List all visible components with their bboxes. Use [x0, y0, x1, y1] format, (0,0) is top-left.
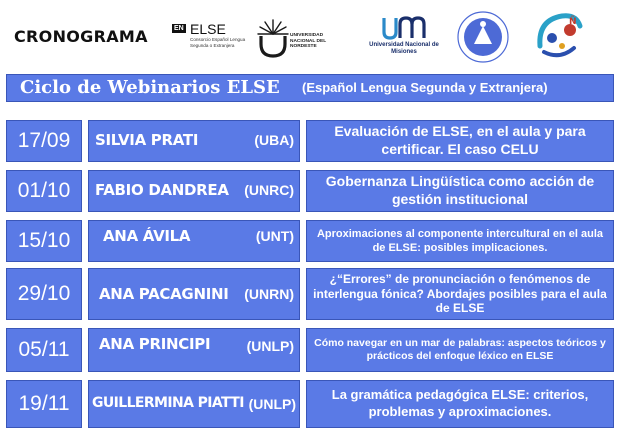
speaker-university: (UNLP) [246, 338, 294, 354]
unne-emblem-icon [256, 14, 290, 60]
unam-logo-text: Universidad Nacional de Misiones [369, 42, 439, 55]
row-topic: Gobernanza Lingüística como acción de gestión institucional [306, 170, 614, 212]
row-speaker [88, 220, 300, 262]
title-bar [6, 74, 614, 102]
page-subtitle: (Español Lengua Segunda y Extranjera) [302, 80, 548, 95]
speaker-name: ANA PACAGNINI [99, 285, 229, 303]
speaker-name: ANA ÁVILA [103, 227, 191, 245]
speaker-university: (UNLP) [248, 396, 296, 412]
speaker-university: (UNT) [255, 228, 294, 244]
swirl-logo-icon [530, 8, 586, 64]
page-title: Ciclo de Webinarios ELSE [20, 77, 280, 98]
faculty-seal-icon [456, 10, 510, 64]
speaker-name: FABIO DANDREA [95, 181, 229, 199]
unam-emblem-icon [368, 14, 440, 42]
row-topic: Cómo navegar en un mar de palabras: aspectos teóricos y prácticos del enfoque léxico en ELSE [306, 328, 614, 372]
schedule-row [6, 268, 614, 320]
schedule-row [6, 380, 614, 428]
cronograma-heading: CRONOGRAMA [14, 27, 148, 46]
faculty-seal [456, 10, 510, 64]
schedule-row [6, 328, 614, 372]
row-topic: La gramática pedagógica ELSE: criterios, problemas y aproximaciones. [306, 380, 614, 428]
row-date: 17/09 [6, 120, 82, 162]
else-logo-word: ELSE [190, 21, 226, 37]
speaker-name: SILVIA PRATI [95, 131, 199, 149]
row-speaker [88, 380, 300, 428]
row-topic: Evaluación de ELSE, en el aula y para certificar. El caso CELU [306, 120, 614, 162]
row-date: 29/10 [6, 268, 82, 320]
unam-logo [368, 14, 440, 64]
else-logo-subtitle: Consorcio Español Lengua Segunda o Extranjera [190, 37, 246, 48]
curriculum-logo [530, 8, 586, 64]
row-speaker [88, 328, 300, 372]
row-date: 15/10 [6, 220, 82, 262]
row-topic: Aproximaciones al componente intercultural en el aula de ELSE: posibles implicaciones. [306, 220, 614, 262]
schedule-row [6, 120, 614, 162]
header [0, 0, 620, 68]
speaker-university: (UBA) [254, 132, 294, 148]
row-date: 01/10 [6, 170, 82, 212]
unne-logo-text: UNIVERSIDAD NACIONAL DEL NORDESTE [290, 33, 327, 50]
row-date: 19/11 [6, 380, 82, 428]
speaker-name: GUILLERMINA PIATTI [92, 395, 244, 411]
speaker-name: ANA PRINCIPI [99, 335, 211, 353]
schedule-row [6, 220, 614, 262]
svg-text:Ñ: Ñ [569, 17, 577, 27]
row-speaker [88, 170, 300, 212]
unne-logo [256, 14, 346, 60]
row-speaker [88, 268, 300, 320]
speaker-university: (UNRC) [244, 182, 294, 198]
row-topic: ¿“Errores” de pronunciación o fenómenos de interlengua fónica? Abordajes posibles para el aula de ELSE [306, 268, 614, 320]
else-logo [172, 21, 250, 64]
else-logo-badge: EN [174, 25, 184, 32]
speaker-university: (UNRN) [244, 286, 294, 302]
row-speaker [88, 120, 300, 162]
schedule-row [6, 170, 614, 212]
row-date: 05/11 [6, 328, 82, 372]
